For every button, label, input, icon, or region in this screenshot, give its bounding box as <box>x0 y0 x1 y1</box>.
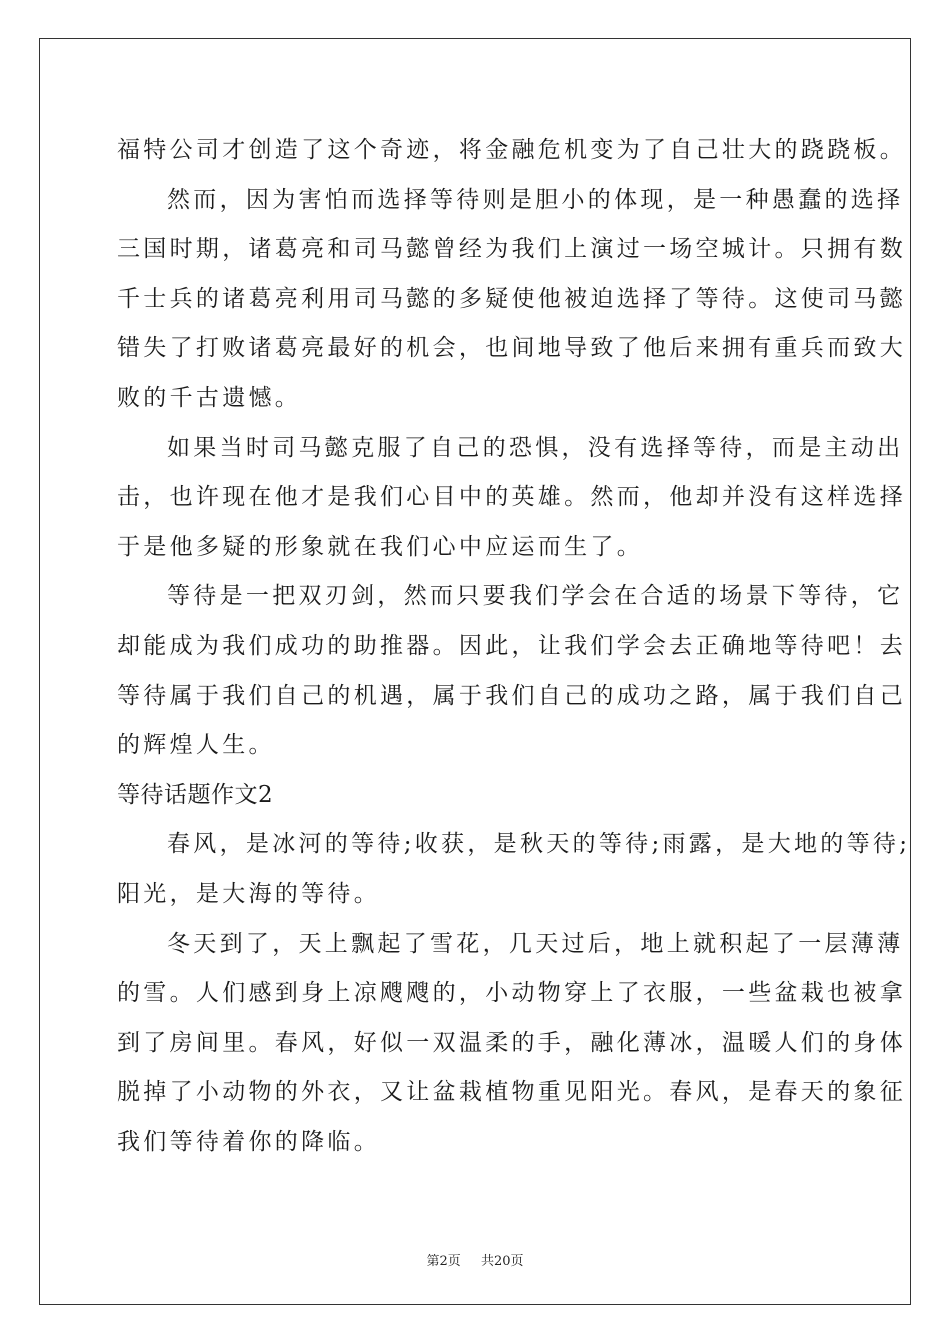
text-line: 的辉煌人生。 <box>117 732 275 759</box>
text-line: 三国时期，诸葛亮和司马懿曾经为我们上演过一场空城计。只拥有数 <box>117 236 906 263</box>
page-total: 共20页 <box>480 1254 524 1269</box>
text-line: 的雪。人们感到身上凉飕飕的，小动物穿上了衣服，一些盆栽也被拿 <box>117 980 906 1007</box>
text-line: 败的千古遗憾。 <box>117 384 302 411</box>
page-number: 第2页 <box>426 1254 461 1269</box>
text-line: 阳光，是大海的等待。 <box>117 880 380 907</box>
page-footer <box>0 1250 950 1269</box>
text-line: 冬天到了，天上飘起了雪花，几天过后，地上就积起了一层薄薄 <box>167 930 904 957</box>
text-line: 错失了打败诸葛亮最好的机会，也间地导致了他后来拥有重兵而致大 <box>117 335 906 362</box>
text-line: 于是他多疑的形象就在我们心中应运而生了。 <box>117 533 643 560</box>
text-line: 等待是一把双刃剑，然而只要我们学会在合适的场景下等待，它 <box>167 583 904 610</box>
text-line: 福特公司才创造了这个奇迹，将金融危机变为了自己壮大的跷跷板。 <box>117 137 906 163</box>
text-line: 等待属于我们自己的机遇，属于我们自己的成功之路，属于我们自己 <box>117 682 906 709</box>
document-body <box>117 126 911 1167</box>
text-line: 如果当时司马懿克服了自己的恐惧，没有选择等待，而是主动出 <box>167 434 904 461</box>
text-line: 脱掉了小动物的外衣，又让盆栽植物重见阳光。春风，是春天的象征 <box>117 1079 906 1106</box>
text-line: 然而，因为害怕而选择等待则是胆小的体现，是一种愚蠢的选择 <box>167 186 904 213</box>
text-line: 却能成为我们成功的助推器。因此，让我们学会去正确地等待吧！去 <box>117 632 906 659</box>
text-line: 千士兵的诸葛亮利用司马懿的多疑使他被迫选择了等待。这使司马懿 <box>117 285 906 312</box>
section-heading: 等待话题作文2 <box>117 781 274 808</box>
text-line: 击，也许现在他才是我们心目中的英雄。然而，他却并没有这样选择 <box>117 484 906 511</box>
text-line: 到了房间里。春风，好似一双温柔的手，融化薄冰，温暖人们的身体 <box>117 1029 906 1056</box>
text-line: 春风，是冰河的等待;收获，是秋天的等待;雨露，是大地的等待; <box>167 831 911 858</box>
text-line: 我们等待着你的降临。 <box>117 1128 380 1155</box>
